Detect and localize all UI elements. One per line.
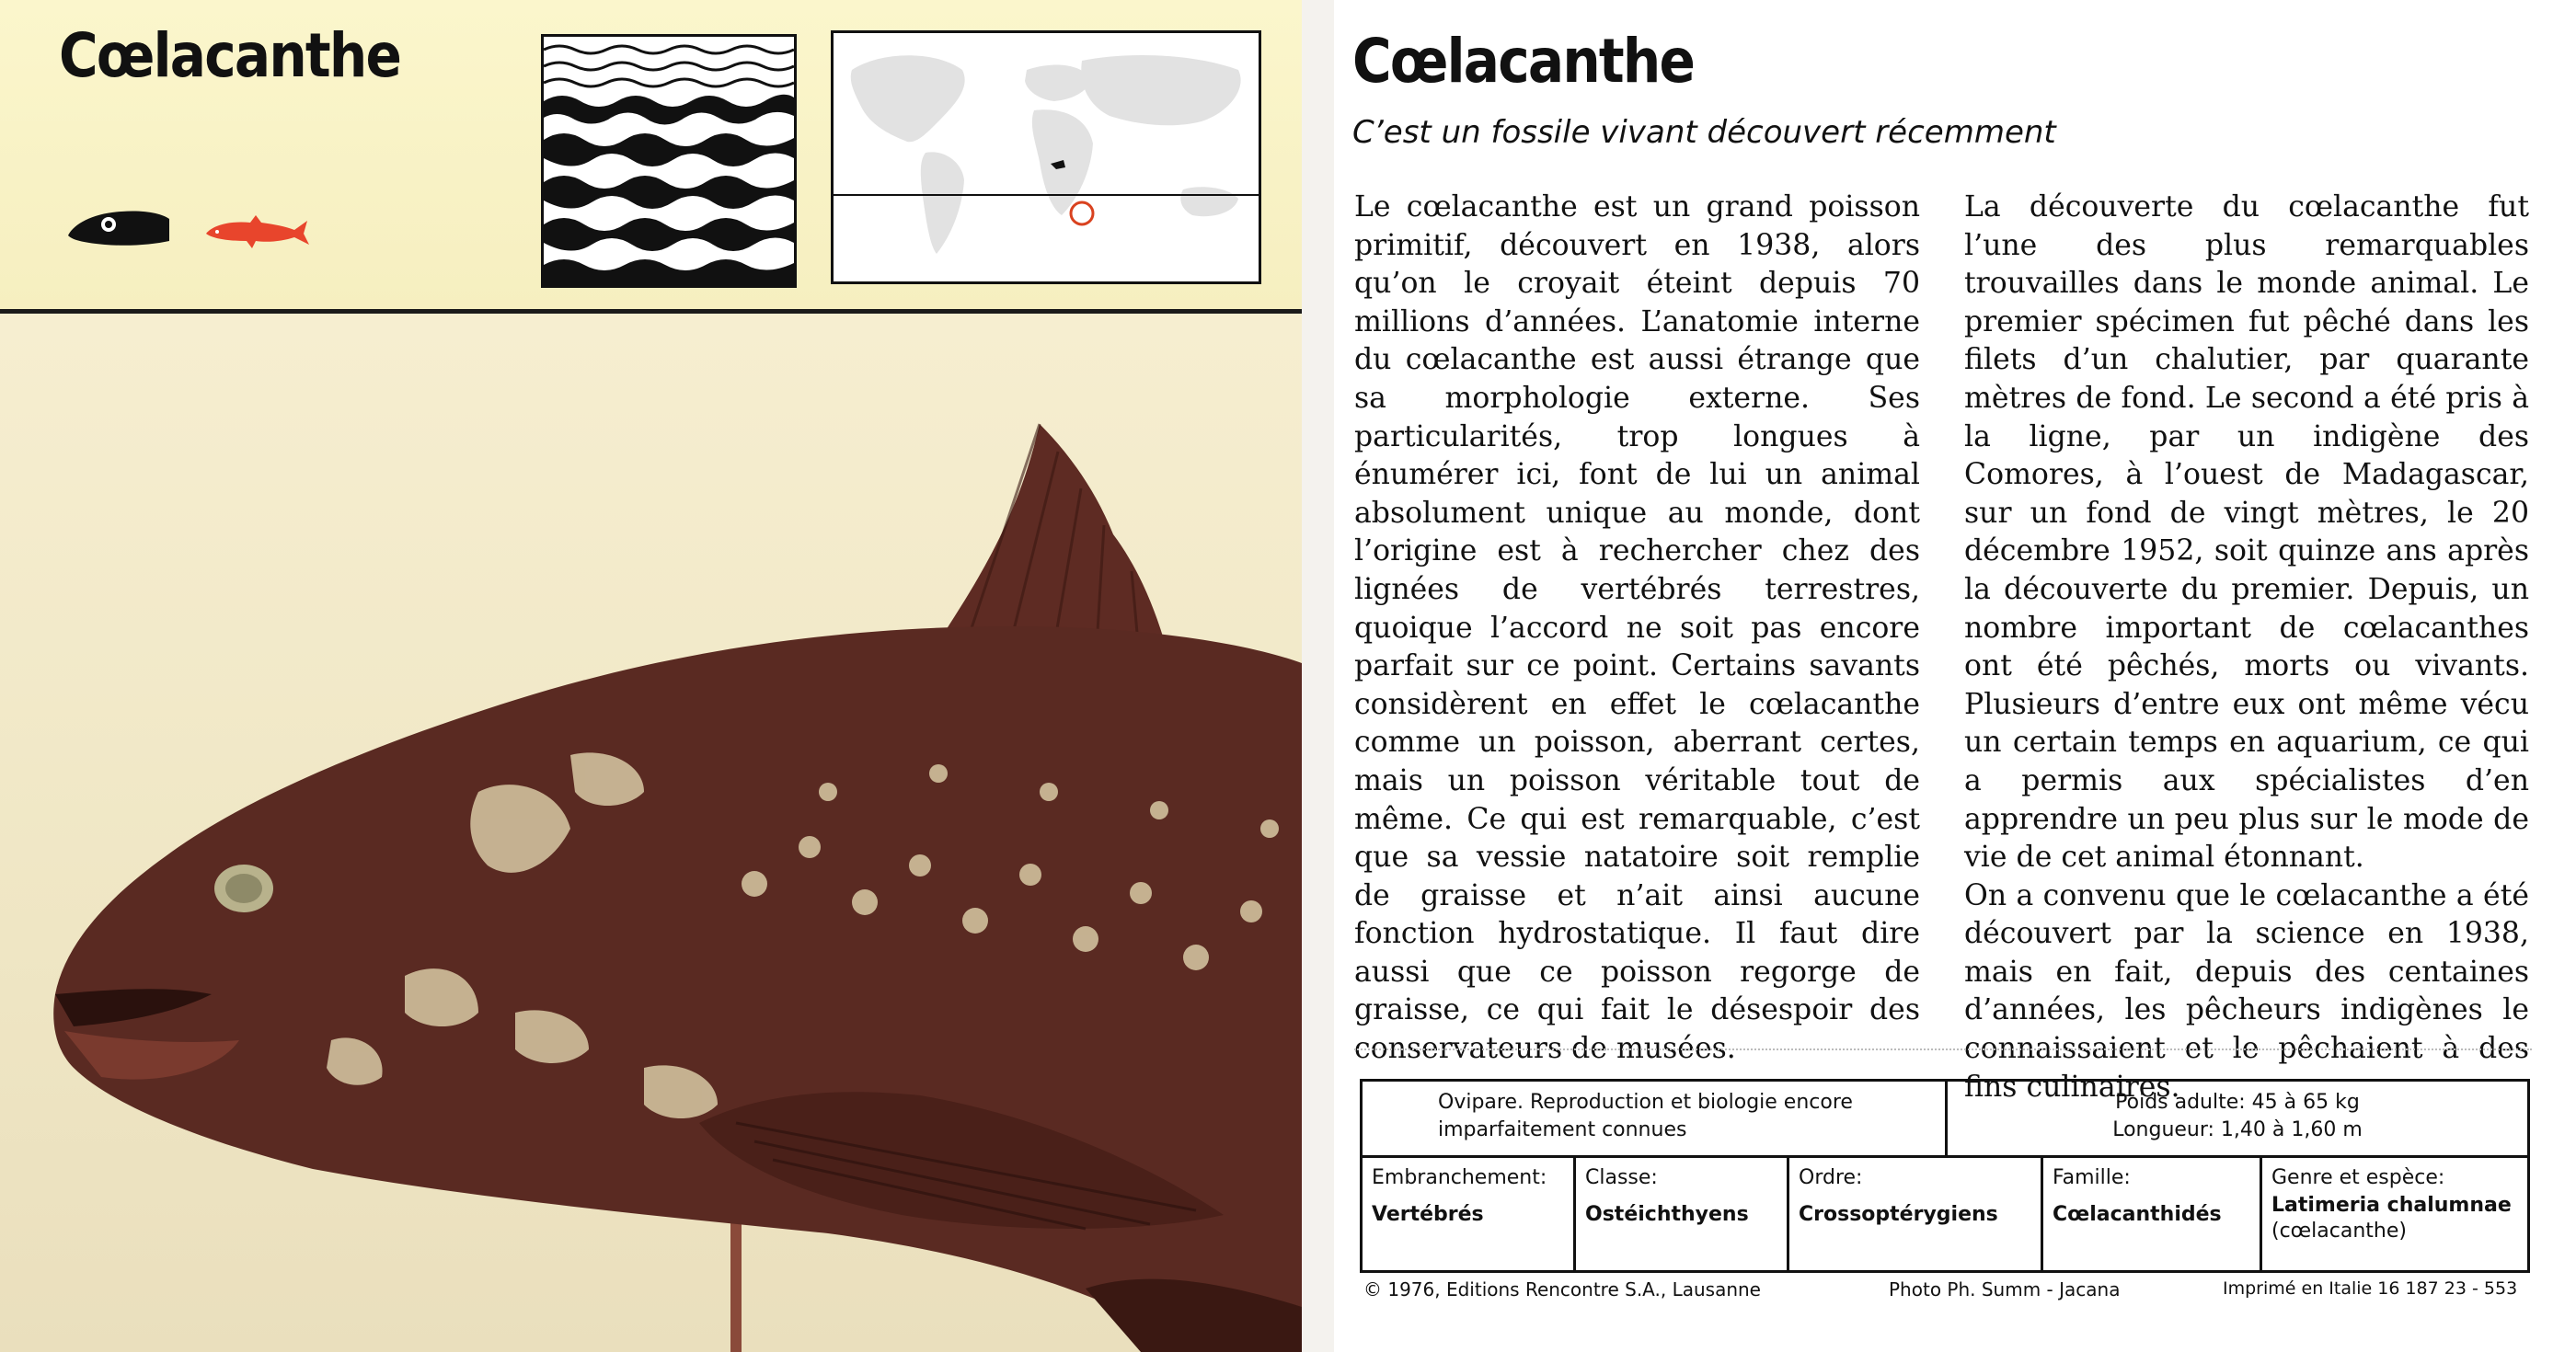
- habitat-depth-diagram: [541, 34, 797, 288]
- text-column-1: [1354, 189, 1920, 1069]
- ordre-value: Crossoptérygiens: [1799, 1203, 1998, 1226]
- embranchement-cell: [1363, 1158, 1576, 1270]
- paragraph: La découverte du cœlacanthe fut l’une des plus remarquables trouvailles dans le monde animal. Le premier spécimen fut pêché dans les filets d’un chalutier, par quarante mètres de fond. Le second a été pris à la ligne, par un indigène des Comores, à l’ouest de Madagascar, sur un fond de vingt mètres, le 20 décembre 1952, soit quinze ans après la découverte du premier. Depuis, un nombre important de cœlacanthes ont été pêchés, morts ou vivants. Plusieurs d’entre eux ont même vécu un certain temps en aquarium, ce qui a permis aux spécialistes d’en apprendre un peu plus sur le mode de vie de cet animal étonnant.: [1964, 190, 2529, 875]
- world-distribution-map: [831, 30, 1261, 284]
- genre-value: Latimeria chalumnae: [2271, 1194, 2512, 1217]
- classe-cell: [1576, 1158, 1789, 1270]
- paragraph: On a convenu que le cœlacanthe a été découvert par la science en 1938, mais en fait, depuis des centaines d’années, les pêcheurs indigènes le connaissaient et le pêchaient à des fins culinaires.: [1964, 878, 2529, 1104]
- card-subtitle: C’est un fossile vivant découvert récemment: [1352, 114, 2056, 151]
- print-info: Imprimé en Italie 16 187 23 - 553: [2223, 1278, 2518, 1299]
- reproduction-line1: Ovipare. Reproduction et biologie encore: [1438, 1091, 1853, 1114]
- genre-cell: [2262, 1158, 2527, 1270]
- coelacanth-photo: [0, 314, 1302, 1352]
- embranchement-value: Vertébrés: [1372, 1203, 1484, 1226]
- red-fish-icon: [204, 213, 311, 250]
- famille-cell: [2043, 1158, 2262, 1270]
- ordre-cell: [1789, 1158, 2043, 1270]
- info-table: [1360, 1079, 2530, 1273]
- size-cell: [1948, 1082, 2527, 1155]
- divider: [1354, 1048, 2532, 1050]
- paragraph: Le cœlacanthe est un grand poisson primitif, découvert en 1938, alors qu’on le croyait éteint depuis 70 millions d’années. L’anatomie interne du cœlacanthe est aussi étrange que sa morphologie externe. Ses particularités, trop longues à énumérer ici, font de lui un animal absolument unique au monde, dont l’origine est à rechercher chez des lignées de vertébrés terrestres, quoique l’accord ne soit pas encore parfait sur ce point. Certains savants considèrent en effet le cœlacanthe comme un poisson, aberrant certes, mais un poisson véritable tout de même. Ce qui est remarquable, c’est que sa vessie natatoire soit remplie de graisse et n’ait ainsi aucune fonction hydrostatique. Il faut dire aussi que ce poisson regorge de graisse, ce qui fait le désespoir des conservateurs de musées.: [1354, 190, 1920, 1066]
- info-top-row: [1363, 1082, 2527, 1158]
- left-title: Cœlacanthe: [59, 20, 401, 91]
- photo-credit: Photo Ph. Summ - Jacana: [1889, 1278, 2121, 1300]
- classe-value: Ostéichthyens: [1585, 1203, 1749, 1226]
- genre-label: Genre et espèce:: [2271, 1166, 2445, 1189]
- taxonomy-row: [1363, 1158, 2527, 1270]
- length-text: Longueur: 1,40 à 1,60 m: [2112, 1118, 2363, 1141]
- embranchement-label: Embranchement:: [1372, 1166, 1547, 1189]
- weight-text: Poids adulte: 45 à 65 kg: [2115, 1091, 2360, 1114]
- famille-label: Famille:: [2053, 1166, 2131, 1189]
- ordre-label: Ordre:: [1799, 1166, 1863, 1189]
- genre-common-name: (cœlacanthe): [2271, 1220, 2407, 1243]
- right-card: [1334, 0, 2576, 1352]
- famille-value: Cœlacanthidés: [2053, 1203, 2222, 1226]
- card-title: Cœlacanthe: [1352, 26, 1695, 97]
- reproduction-cell: [1363, 1082, 1948, 1155]
- copyright-text: © 1976, Editions Rencontre S.A., Lausanne: [1363, 1278, 1761, 1300]
- reproduction-line2: imparfaitement connues: [1438, 1118, 1687, 1141]
- left-header: [0, 0, 1302, 311]
- classe-label: Classe:: [1585, 1166, 1658, 1189]
- fish-head-icon: [64, 204, 173, 250]
- text-column-2: [1964, 189, 2529, 1106]
